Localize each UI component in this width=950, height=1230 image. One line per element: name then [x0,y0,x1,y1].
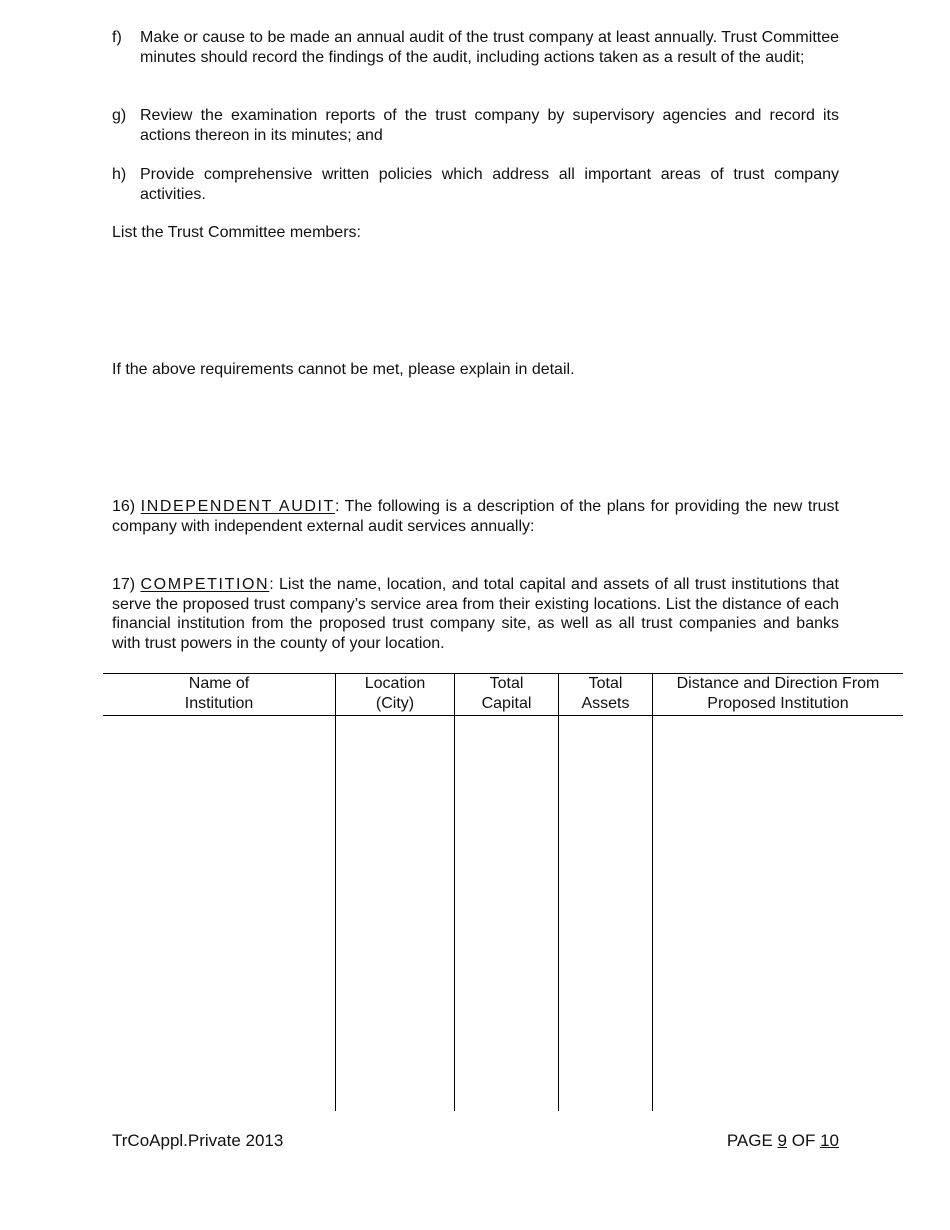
page-current: 9 [777,1131,787,1150]
item-letter: h) [112,166,127,183]
item-text: Review the examination reports of the trust company by supervisory agencies and record its actions thereon in its minutes; and [140,107,839,144]
section-heading: COMPETITION [140,576,270,593]
column-divider [652,673,653,1111]
section-competition [112,575,839,653]
header-total-assets: Total Assets [581,675,630,712]
page-label: PAGE [726,1131,773,1150]
column-divider [558,673,559,1111]
item-text: Provide comprehensive written policies which address all important areas of trust company activities. [140,166,839,203]
item-letter: g) [112,107,127,124]
section-independent-audit [112,497,839,536]
page-total: 10 [820,1131,839,1150]
column-divider [335,673,336,1111]
explain-prompt: If the above requirements cannot be met, please explain in detail. [112,361,575,378]
footer-form-id: TrCoAppl.Private 2013 [112,1131,284,1150]
header-location: Location (City) [364,675,426,712]
table-header-rule [103,715,903,716]
members-prompt: List the Trust Committee members: [112,224,361,241]
footer-page-number [727,1131,839,1151]
header-distance-direction: Distance and Direction From Proposed Institution [676,675,880,712]
section-number: 17) [112,576,136,593]
section-heading: INDEPENDENT AUDIT [140,498,335,515]
item-text: Make or cause to be made an annual audit of the trust company at least annually. Trust Committee minutes should record the findings of the audit, including actions taken as a result of the audit; [140,29,839,66]
section-number: 16) [112,498,136,515]
header-institution-name: Name of Institution [184,675,254,712]
column-divider [454,673,455,1111]
section-text: : List the name, location, and total capital and assets of all trust institutions that serve the proposed trust company’s service area from their existing locations. List the distance of each financial institution from the proposed trust company site, as well as all trust companies and banks with trust powers in the county of your location. [112,576,839,652]
of-label: OF [791,1131,816,1150]
section-text: : The following is a description of the plans for providing the new trust company with independent external audit services annually: [112,498,840,535]
header-total-capital: Total Capital [481,675,532,712]
item-letter: f) [112,29,122,46]
